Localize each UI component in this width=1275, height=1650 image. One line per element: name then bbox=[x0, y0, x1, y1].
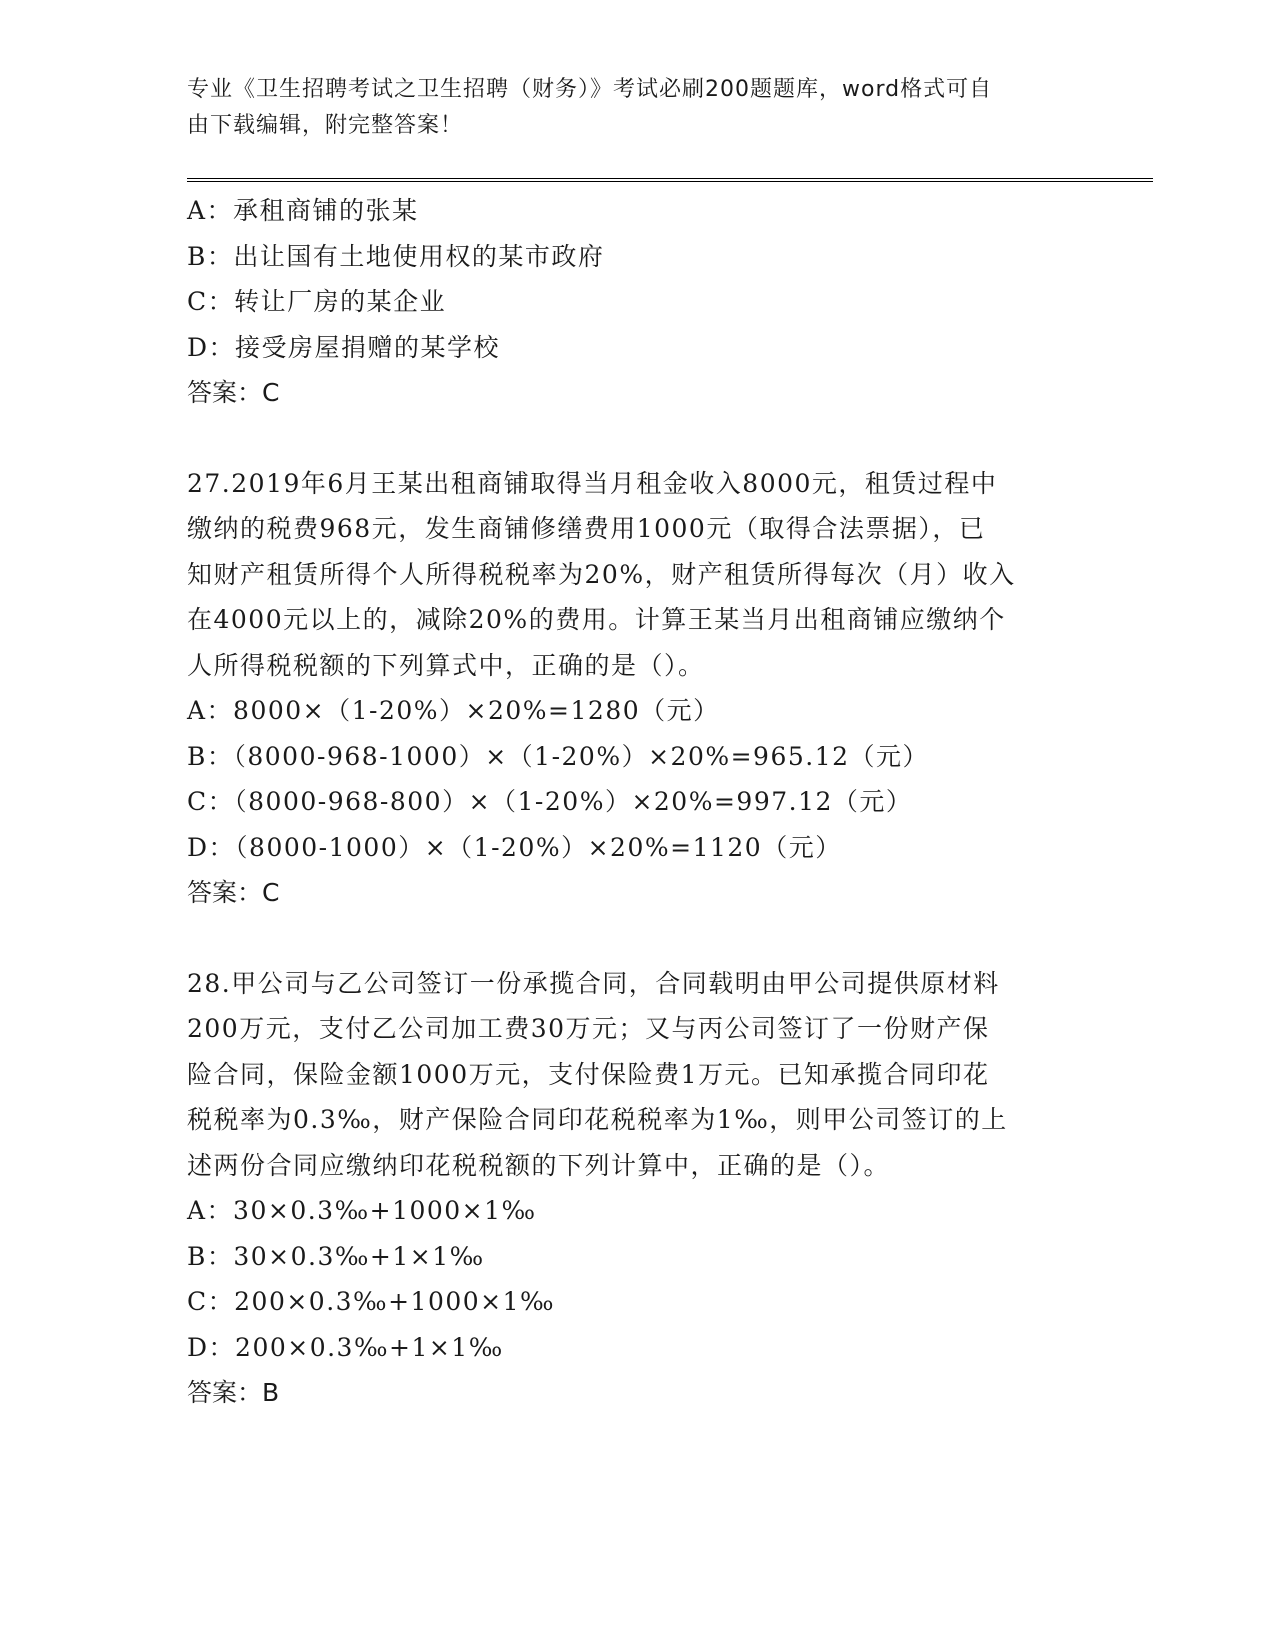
document-body bbox=[187, 188, 1087, 1416]
option-d: D：（8000-1000）×（1-20%）×20%=1120（元） bbox=[187, 832, 842, 862]
question-26 bbox=[187, 188, 1087, 416]
question-stem-line: 险合同，保险金额1000万元，支付保险费1万元。已知承揽合同印花 bbox=[187, 1059, 990, 1089]
spacer bbox=[187, 416, 1087, 461]
question-stem-line: 述两份合同应缴纳印花税税额的下列计算中，正确的是（）。 bbox=[187, 1150, 891, 1180]
question-27 bbox=[187, 461, 1087, 916]
answer-label: 答案：C bbox=[187, 378, 280, 407]
question-28 bbox=[187, 961, 1087, 1416]
option-d: D：接受房屋捐赠的某学校 bbox=[187, 332, 501, 362]
document-header bbox=[187, 72, 1067, 144]
question-stem-line: 27.2019年6月王某出租商铺取得当月租金收入8000元，租赁过程中 bbox=[187, 468, 998, 498]
option-b: B：30×0.3‰+1×1‰ bbox=[187, 1241, 485, 1271]
option-d: D：200×0.3‰+1×1‰ bbox=[187, 1332, 504, 1362]
spacer bbox=[187, 916, 1087, 961]
header-title-line-2: 由下载编辑，附完整答案！ bbox=[187, 113, 464, 138]
option-b: B：（8000-968-1000）×（1-20%）×20%=965.12（元） bbox=[187, 741, 930, 771]
header-divider bbox=[187, 178, 1153, 182]
header-title-line-1: 专业《卫生招聘考试之卫生招聘（财务）》考试必刷200题题库，word格式可自 bbox=[187, 77, 993, 102]
question-stem-line: 缴纳的税费968元，发生商铺修缮费用1000元（取得合法票据），已 bbox=[187, 514, 986, 543]
question-stem-line: 人所得税税额的下列算式中，正确的是（）。 bbox=[187, 650, 705, 680]
option-a: A：承租商铺的张某 bbox=[187, 196, 419, 225]
question-stem-line: 28.甲公司与乙公司签订一份承揽合同，合同载明由甲公司提供原材料 bbox=[187, 968, 1000, 998]
question-stem-line: 税税率为0.3‰，财产保险合同印花税税率为1‰，则甲公司签订的上 bbox=[187, 1105, 1008, 1134]
option-a: A：30×0.3‰+1000×1‰ bbox=[187, 1196, 537, 1225]
answer-label: 答案：B bbox=[187, 1378, 280, 1407]
option-c: C：200×0.3‰+1000×1‰ bbox=[187, 1287, 556, 1316]
question-stem-line: 200万元，支付乙公司加工费30万元；又与丙公司签订了一份财产保 bbox=[187, 1014, 990, 1043]
answer-label: 答案：C bbox=[187, 878, 280, 907]
question-stem-line: 知财产租赁所得个人所得税税率为20%，财产租赁所得每次（月）收入 bbox=[187, 559, 1016, 589]
option-b: B：出让国有土地使用权的某市政府 bbox=[187, 241, 605, 271]
option-a: A：8000×（1-20%）×20%=1280（元） bbox=[187, 696, 720, 725]
question-stem-line: 在4000元以上的，减除20%的费用。计算王某当月出租商铺应缴纳个 bbox=[187, 605, 1006, 634]
option-c: C：转让厂房的某企业 bbox=[187, 287, 447, 316]
option-c: C：（8000-968-800）×（1-20%）×20%=997.12（元） bbox=[187, 787, 913, 816]
